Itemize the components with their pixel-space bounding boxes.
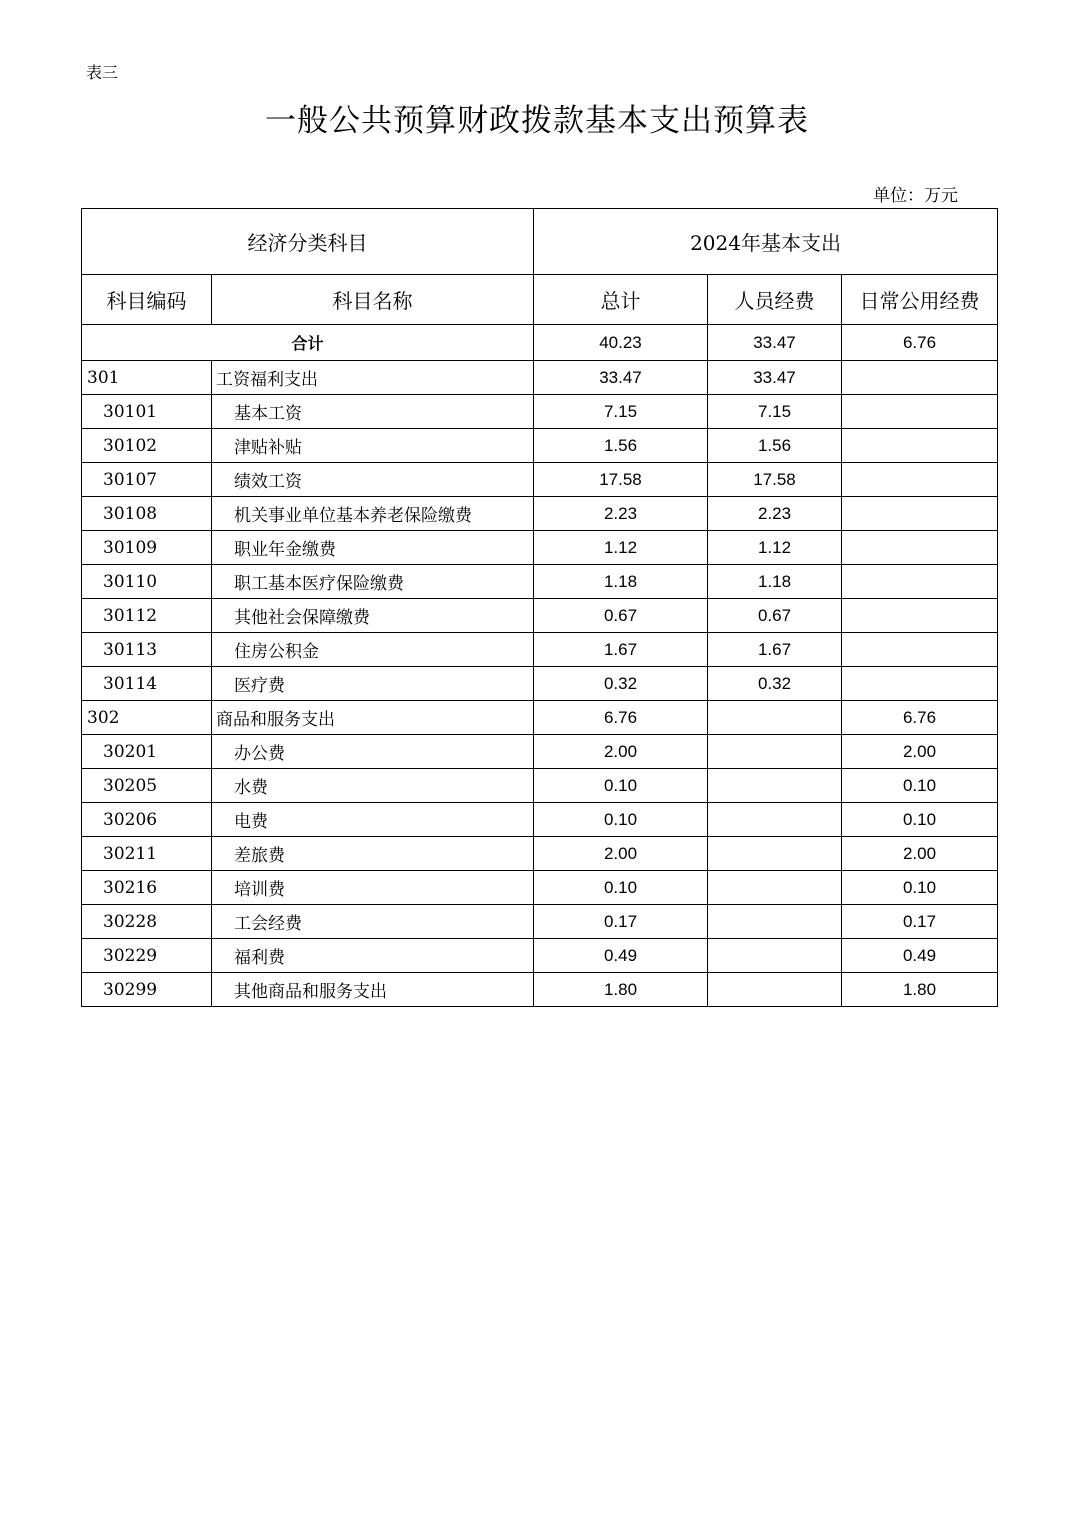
table-row bbox=[82, 905, 998, 939]
row-personnel: 2.23 bbox=[708, 497, 842, 531]
table-row bbox=[82, 735, 998, 769]
row-public: 0.10 bbox=[842, 803, 998, 837]
row-name: 津贴补贴 bbox=[212, 429, 534, 463]
table-row bbox=[82, 667, 998, 701]
row-code: 30205 bbox=[82, 769, 212, 803]
table-row bbox=[82, 871, 998, 905]
row-personnel bbox=[708, 905, 842, 939]
header-total: 总计 bbox=[534, 275, 708, 325]
row-public: 0.49 bbox=[842, 939, 998, 973]
row-total: 7.15 bbox=[534, 395, 708, 429]
row-code: 30211 bbox=[82, 837, 212, 871]
unit-label: 单位：万元 bbox=[873, 186, 958, 206]
table-number: 表三 bbox=[86, 63, 119, 82]
row-public bbox=[842, 633, 998, 667]
row-public: 0.10 bbox=[842, 871, 998, 905]
row-total: 1.80 bbox=[534, 973, 708, 1007]
total-label: 合计 bbox=[82, 325, 534, 361]
row-total: 1.67 bbox=[534, 633, 708, 667]
row-name: 办公费 bbox=[212, 735, 534, 769]
row-name: 其他社会保障缴费 bbox=[212, 599, 534, 633]
row-total: 2.23 bbox=[534, 497, 708, 531]
table-row bbox=[82, 463, 998, 497]
row-public: 2.00 bbox=[842, 837, 998, 871]
row-name: 医疗费 bbox=[212, 667, 534, 701]
row-public bbox=[842, 429, 998, 463]
table-row bbox=[82, 803, 998, 837]
row-total: 0.17 bbox=[534, 905, 708, 939]
row-public bbox=[842, 667, 998, 701]
row-personnel: 17.58 bbox=[708, 463, 842, 497]
header-row-group bbox=[82, 209, 998, 275]
row-public bbox=[842, 565, 998, 599]
row-personnel bbox=[708, 973, 842, 1007]
row-personnel: 7.15 bbox=[708, 395, 842, 429]
row-total: 0.49 bbox=[534, 939, 708, 973]
table-row bbox=[82, 939, 998, 973]
row-public: 0.10 bbox=[842, 769, 998, 803]
total-personnel: 33.47 bbox=[708, 325, 842, 361]
row-public: 0.17 bbox=[842, 905, 998, 939]
table-row bbox=[82, 361, 998, 395]
row-name: 绩效工资 bbox=[212, 463, 534, 497]
row-name: 福利费 bbox=[212, 939, 534, 973]
row-personnel bbox=[708, 837, 842, 871]
row-code: 30201 bbox=[82, 735, 212, 769]
row-code: 30101 bbox=[82, 395, 212, 429]
row-public bbox=[842, 463, 998, 497]
row-code: 30110 bbox=[82, 565, 212, 599]
total-row bbox=[82, 325, 998, 361]
row-public bbox=[842, 497, 998, 531]
table-row bbox=[82, 429, 998, 463]
row-personnel: 0.32 bbox=[708, 667, 842, 701]
row-personnel: 0.67 bbox=[708, 599, 842, 633]
row-total: 2.00 bbox=[534, 735, 708, 769]
row-personnel bbox=[708, 735, 842, 769]
total-sum: 40.23 bbox=[534, 325, 708, 361]
header-economic-category: 经济分类科目 bbox=[82, 209, 534, 275]
row-code: 30112 bbox=[82, 599, 212, 633]
row-personnel bbox=[708, 769, 842, 803]
header-name: 科目名称 bbox=[212, 275, 534, 325]
row-code: 30299 bbox=[82, 973, 212, 1007]
row-total: 0.67 bbox=[534, 599, 708, 633]
table-row bbox=[82, 837, 998, 871]
table-row bbox=[82, 565, 998, 599]
row-code: 30229 bbox=[82, 939, 212, 973]
row-total: 1.56 bbox=[534, 429, 708, 463]
row-personnel: 33.47 bbox=[708, 361, 842, 395]
row-code: 30109 bbox=[82, 531, 212, 565]
row-name: 商品和服务支出 bbox=[212, 701, 534, 735]
row-personnel: 1.67 bbox=[708, 633, 842, 667]
row-name: 职业年金缴费 bbox=[212, 531, 534, 565]
row-code: 30206 bbox=[82, 803, 212, 837]
header-code: 科目编码 bbox=[82, 275, 212, 325]
row-personnel bbox=[708, 871, 842, 905]
row-total: 1.18 bbox=[534, 565, 708, 599]
row-name: 差旅费 bbox=[212, 837, 534, 871]
row-total: 0.10 bbox=[534, 769, 708, 803]
row-personnel: 1.56 bbox=[708, 429, 842, 463]
row-total: 0.10 bbox=[534, 803, 708, 837]
table-row bbox=[82, 973, 998, 1007]
row-name: 工资福利支出 bbox=[212, 361, 534, 395]
row-public: 6.76 bbox=[842, 701, 998, 735]
budget-table bbox=[81, 208, 998, 1007]
table-row bbox=[82, 701, 998, 735]
table-row bbox=[82, 769, 998, 803]
row-name: 职工基本医疗保险缴费 bbox=[212, 565, 534, 599]
row-public: 1.80 bbox=[842, 973, 998, 1007]
row-personnel bbox=[708, 803, 842, 837]
row-name: 基本工资 bbox=[212, 395, 534, 429]
row-public: 2.00 bbox=[842, 735, 998, 769]
row-code: 30228 bbox=[82, 905, 212, 939]
page-title: 一般公共预算财政拨款基本支出预算表 bbox=[265, 103, 809, 139]
header-public: 日常公用经费 bbox=[842, 275, 998, 325]
header-basic-expenditure-2024: 2024年基本支出 bbox=[534, 209, 998, 275]
row-name: 机关事业单位基本养老保险缴费 bbox=[212, 497, 534, 531]
row-total: 6.76 bbox=[534, 701, 708, 735]
row-name: 培训费 bbox=[212, 871, 534, 905]
table-row bbox=[82, 633, 998, 667]
row-total: 0.32 bbox=[534, 667, 708, 701]
total-public: 6.76 bbox=[842, 325, 998, 361]
row-code: 302 bbox=[82, 701, 212, 735]
row-code: 30114 bbox=[82, 667, 212, 701]
row-name: 住房公积金 bbox=[212, 633, 534, 667]
row-public bbox=[842, 599, 998, 633]
row-total: 1.12 bbox=[534, 531, 708, 565]
row-public bbox=[842, 395, 998, 429]
header-personnel: 人员经费 bbox=[708, 275, 842, 325]
row-code: 30108 bbox=[82, 497, 212, 531]
table-row bbox=[82, 531, 998, 565]
row-personnel bbox=[708, 701, 842, 735]
table-row bbox=[82, 599, 998, 633]
row-personnel bbox=[708, 939, 842, 973]
table-row bbox=[82, 395, 998, 429]
row-total: 2.00 bbox=[534, 837, 708, 871]
row-personnel: 1.18 bbox=[708, 565, 842, 599]
row-code: 301 bbox=[82, 361, 212, 395]
row-name: 工会经费 bbox=[212, 905, 534, 939]
row-name: 水费 bbox=[212, 769, 534, 803]
row-name: 其他商品和服务支出 bbox=[212, 973, 534, 1007]
row-total: 33.47 bbox=[534, 361, 708, 395]
row-code: 30102 bbox=[82, 429, 212, 463]
table-row bbox=[82, 497, 998, 531]
row-public bbox=[842, 531, 998, 565]
row-code: 30113 bbox=[82, 633, 212, 667]
row-total: 0.10 bbox=[534, 871, 708, 905]
row-total: 17.58 bbox=[534, 463, 708, 497]
row-code: 30107 bbox=[82, 463, 212, 497]
row-public bbox=[842, 361, 998, 395]
header-row-columns bbox=[82, 275, 998, 325]
row-code: 30216 bbox=[82, 871, 212, 905]
row-name: 电费 bbox=[212, 803, 534, 837]
row-personnel: 1.12 bbox=[708, 531, 842, 565]
